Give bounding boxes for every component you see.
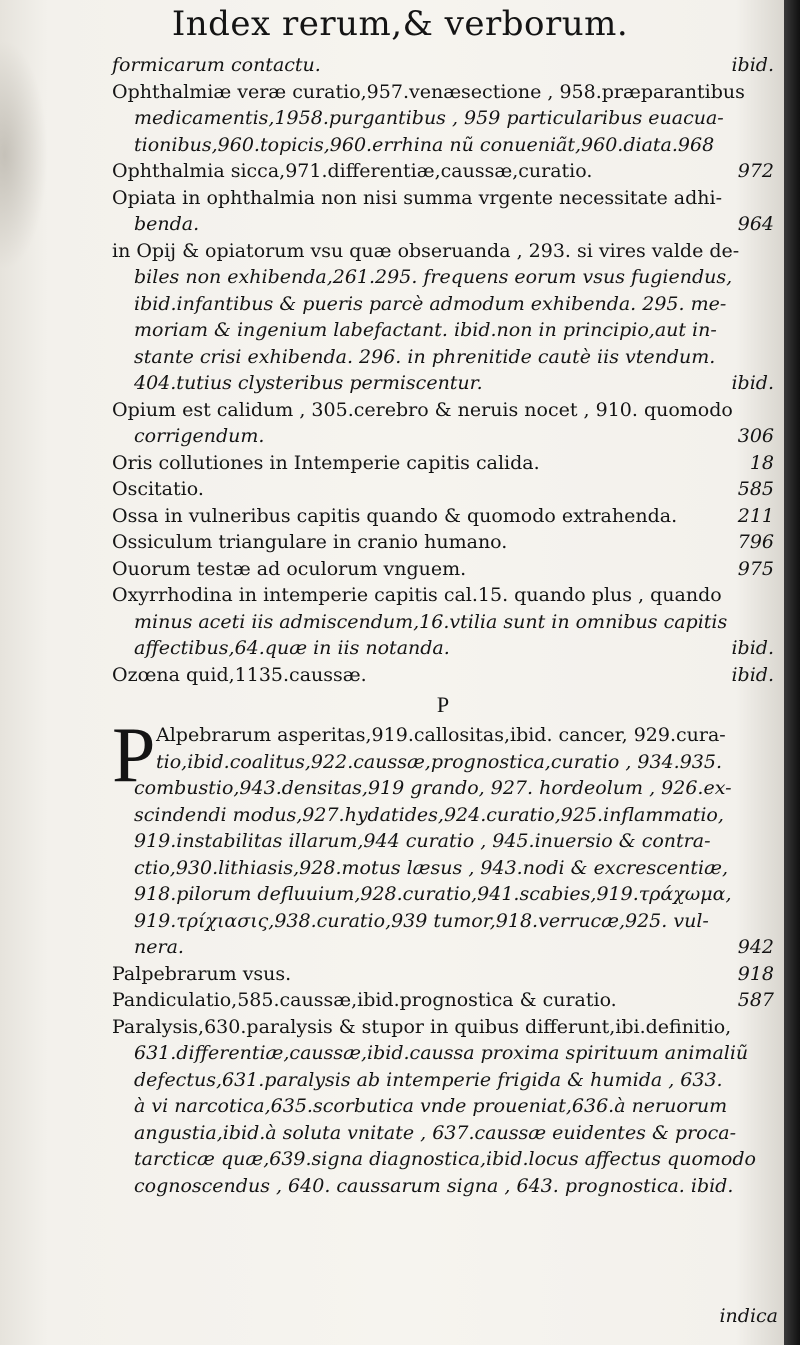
index-entry [112,397,774,450]
entry-line: tarcticæ quæ,639.signa diagnostica,ibid.locus affectus quomodo [134,1148,756,1170]
page-reference: 211 [737,504,774,527]
index-entry [112,987,774,1014]
entry-line: minus aceti iis admiscendum,16.vtilia sunt in omnibus capitis [134,610,728,633]
entry-line: defectus,631.paralysis ab intemperie frigida & humida , 633. [134,1068,723,1091]
entry-line: stante crisi exhibenda. 296. in phrenitide cautè iis vtendum. [134,345,716,368]
entry-line: ctio,930.lithiasis,928.motus læsus , 943.nodi & excrescentiæ, [134,856,729,879]
entry-line: tionibus,960.topicis,960.errhina nũ conueniãt,960.diata.968 [134,133,715,156]
entry-line: nera. [134,936,184,958]
index-entry [112,722,774,961]
entry-line: affectibus,64.quæ in iis notanda. [134,637,450,659]
entry-line: in Opij & opiatorum vsu quæ obseruanda , 293. si vires valde de- [112,239,740,262]
index-entry [112,662,774,689]
entry-line: Oscitatio. [112,478,204,500]
index-entry [112,556,774,583]
page-reference: 942 [737,936,774,958]
index-entries [112,52,774,1199]
page-reference: 972 [737,160,774,182]
entry-line: Paralysis,630.paralysis & stupor in quibus differunt,ibi.definitio, [112,1015,732,1038]
index-entry [112,185,774,238]
page-reference: ibid. [731,637,774,659]
entry-line: à vi narcotica,635.scorbutica vnde proueniat,636.à neruorum [134,1095,728,1117]
entry-line: 918.pilorum defluuium,928.curatio,941.scabies,919.τράχωμα, [134,883,732,905]
entry-line: scindendi modus,927.hydatides,924.curatio,925.inflammatio, [134,803,724,826]
entry-line: 404.tutius clysteribus permiscentur. [134,372,483,394]
page-stain [0,40,48,270]
index-entry [112,52,774,79]
entry-line: Ophthalmia sicca,971.differentiæ,caussæ,curatio. [112,160,593,182]
page-reference: ibid. [731,372,774,394]
entry-line: Ossa in vulneribus capitis quando & quomodo extrahenda. [112,504,678,527]
entry-line: cognoscendus , 640. caussarum signa , 643. prognostica. ibid. [134,1174,734,1197]
entry-line: Pandiculatio,585.caussæ,ibid.prognostica & curatio. [112,989,617,1011]
index-entry [112,79,774,159]
index-entry [112,476,774,503]
page-reference: 585 [737,478,774,500]
entry-line: ibid.infantibus & pueris parcè admodum exhibenda. 295. me- [134,292,727,315]
entry-line: Palpebrarum vsus. [112,962,292,985]
entry-line: angustia,ibid.à soluta vnitate , 637.caussæ euidentes & proca- [134,1121,736,1144]
entry-line: Ossiculum triangulare in cranio humano. [112,531,508,553]
entry-line: Ouorum testæ ad oculorum vnguem. [112,557,467,580]
entry-line: 631.differentiæ,caussæ,ibid.caussa proxima spirituum animaliũ [134,1042,749,1064]
catchword: indica [719,1305,778,1327]
section-letter: P [436,692,450,717]
page-reference: 306 [737,425,774,447]
entry-line: Opium est calidum , 305.cerebro & neruis nocet , 910. quomodo [112,398,733,421]
entry-line: 919.instabilitas illarum,944 curatio , 945.inuersio & contra- [134,830,711,852]
entry-line: formicarum contactu. [112,54,321,76]
entry-line: biles non exhibenda,261.295. frequens eorum vsus fugiendus, [134,266,733,288]
entry-line: Oxyrrhodina in intemperie capitis cal.15. quando plus , quando [112,584,722,606]
running-head: Index rerum,& verborum. [171,4,629,44]
index-entry [112,582,774,662]
page-edge-shadow [784,0,800,1345]
entry-line: corrigendum. [134,425,265,447]
entry-line: moriam & ingenium labefactant. ibid.non in principio,aut in- [134,319,717,341]
index-entry [112,238,774,397]
entry-line: combustio,943.densitas,919 grando, 927. hordeolum , 926.ex- [134,777,732,799]
page-reference: ibid. [731,663,774,686]
page-reference: 587 [737,989,774,1011]
entry-line: 919.τρίχιασις,938.curatio,939 tumor,918.verrucæ,925. vul- [134,909,709,932]
page-reference: ibid. [731,54,774,76]
page-reference: 975 [737,557,774,580]
entry-line: Opiata in ophthalmia non nisi summa vrgente necessitate adhi- [112,186,723,209]
index-entry [112,450,774,477]
page-reference: 918 [737,962,774,985]
index-entry [112,1014,774,1200]
page-reference: 964 [737,213,774,235]
section-heading [112,688,774,722]
index-entry [112,961,774,988]
page-reference: 18 [749,451,774,474]
entry-line: tio,ibid.coalitus,922.caussæ,prognostica,curatio , 934.935. [156,750,723,773]
page-reference: 796 [737,531,774,553]
index-entry [112,503,774,530]
entry-line: benda. [134,213,200,235]
p-section-first-entry [112,711,774,961]
index-entry [112,529,774,556]
entry-line: Oris collutiones in Intemperie capitis calida. [112,451,540,474]
entry-line: Ozœna quid,1135.caussæ. [112,663,367,686]
entry-line: Ophthalmiæ veræ curatio,957.venæsectione , 958.præparantibus [112,80,745,103]
index-entry [112,158,774,185]
entry-line: Alpebrarum asperitas,919.callositas,ibid. cancer, 929.cura- [156,724,726,746]
drop-capital: P [112,711,156,798]
entry-line: medicamentis,1958.purgantibus , 959 particularibus euacua- [134,107,724,129]
